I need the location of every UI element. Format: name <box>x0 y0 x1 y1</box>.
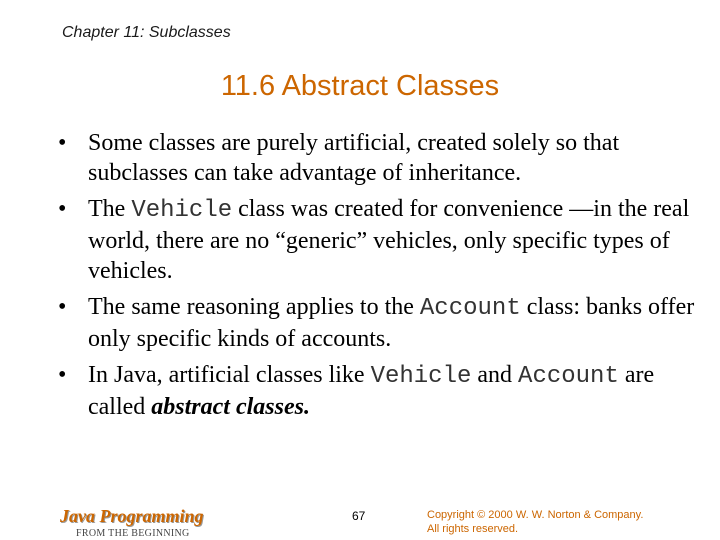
bullet-dot: • <box>58 294 67 320</box>
copyright-notice <box>427 508 643 536</box>
bullet-dot: • <box>58 196 67 222</box>
bullet-text: Some classes are purely artificial, created solely so that subclasses can take advantage of inheritance. <box>88 130 620 186</box>
bullet-item <box>58 194 698 286</box>
code-term-vehicle: Vehicle <box>370 363 472 390</box>
bullet-item <box>58 292 698 354</box>
bullet-text: are called <box>88 362 655 420</box>
bullet-text: class was created for convenience —in the real world, there are no “generic” vehicles, only specific types of vehicles. <box>88 196 690 284</box>
copyright-line: Copyright © 2000 W. W. Norton & Company. <box>427 509 644 521</box>
book-brand-title: Java Programming <box>60 506 204 526</box>
emphasis-term: abstract classes. <box>151 394 310 420</box>
page-number: 67 <box>352 509 366 523</box>
bullet-text: The <box>88 196 132 222</box>
copyright-line: All rights reserved. <box>427 523 519 535</box>
bullet-text: In Java, artificial classes like <box>88 362 371 388</box>
slide-title: 11.6 Abstract Classes <box>220 70 500 102</box>
book-brand-subtitle: FROM THE BEGINNING <box>76 528 190 539</box>
bullet-item <box>58 128 698 188</box>
code-term-account: Account <box>419 295 521 322</box>
code-term-vehicle: Vehicle <box>131 197 233 224</box>
bullet-dot: • <box>58 130 67 156</box>
bullet-list <box>58 128 698 428</box>
bullet-text: The same reasoning applies to the <box>88 294 420 320</box>
bullet-text: class: banks offer only specific kinds of accounts. <box>88 294 695 352</box>
code-term-account: Account <box>518 363 619 390</box>
chapter-header: Chapter 11: Subclasses <box>62 24 231 41</box>
bullet-text: and <box>471 362 519 388</box>
bullet-dot: • <box>58 362 67 388</box>
bullet-item <box>58 360 698 422</box>
